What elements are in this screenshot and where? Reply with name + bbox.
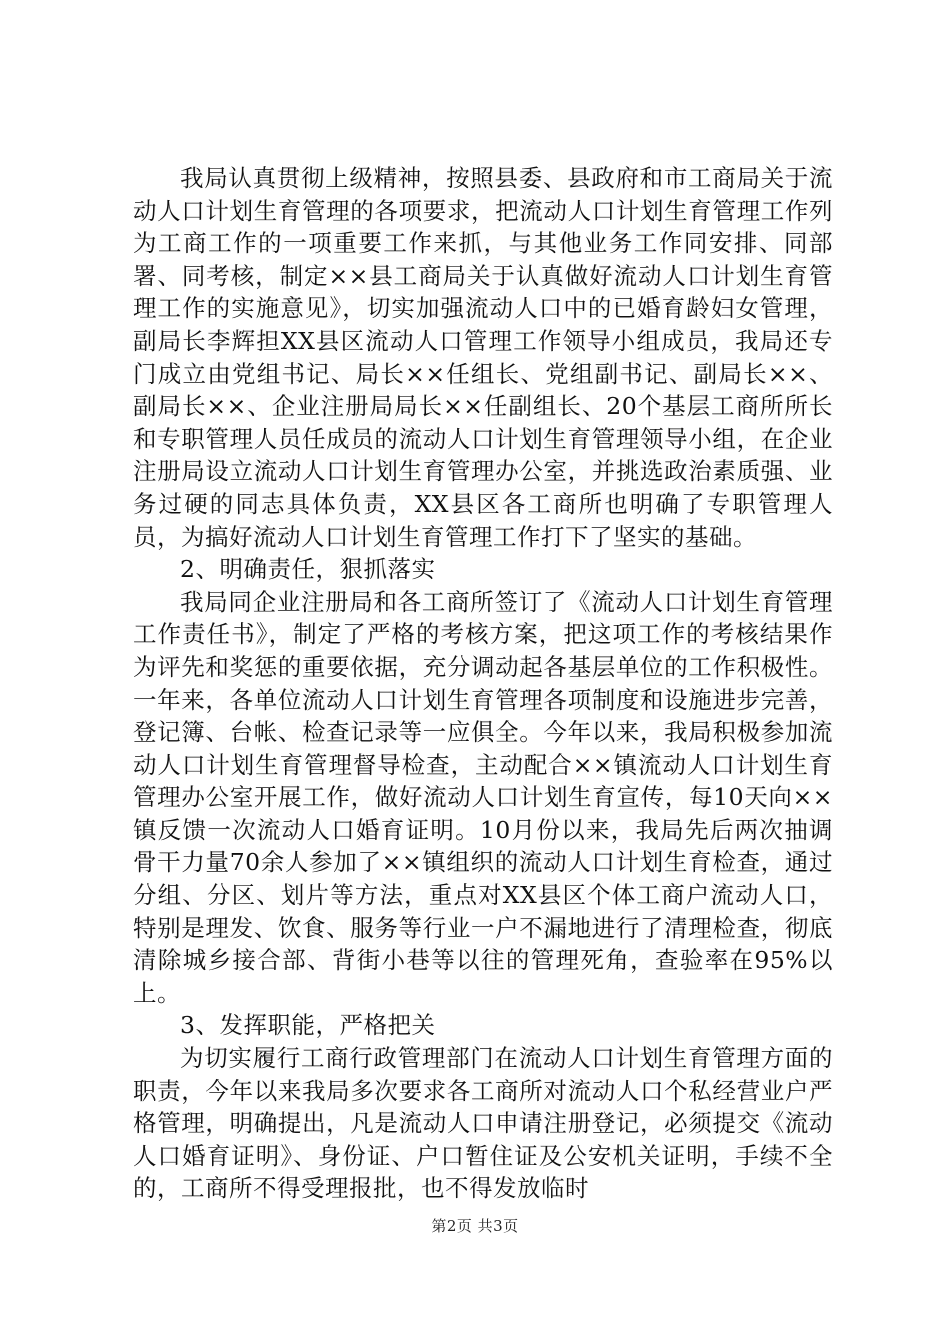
paragraph-responsibility: 我局同企业注册局和各工商所签订了《流动人口计划生育管理工作责任书》，制定了严格的考核方案，把这项工作的考核结果作为评先和奖惩的重要依据，充分调动起各基层单位的工作积极性。一年来，各单位流动人口计划生育管理各项制度和设施进步完善，登记簿、台帐、检查记录等一应俱全。今年以来，我局积极参加流动人口计划生育管理督导检查，主动配合××镇流动人口计划生育管理办公室开展工作，做好流动人口计划生育宣传，每10天向××镇反馈一次流动人口婚育证明。10月份以来，我局先后两次抽调骨干力量70余人参加了××镇组织的流动人口计划生育检查，通过分组、分区、划片等方法，重点对XX县区个体工商户流动人口，特别是理发、饮食、服务等行业一户不漏地进行了清理检查，彻底清除城乡接合部、背街小巷等以往的管理死角，查验率在95%以上。 — [133, 587, 833, 1007]
paragraph-leadership: 我局认真贯彻上级精神，按照县委、县政府和市工商局关于流动人口计划生育管理的各项要求，把流动人口计划生育管理工作列为工商工作的一项重要工作来抓，与其他业务工作同安排、同部署、同考核，制定××县工商局关于认真做好流动人口计划生育管理工作的实施意见》，切实加强流动人口中的已婚育龄妇女管理，副局长李辉担XX县区流动人口管理工作领导小组成员，我局还专门成立由党组书记、局长××任组长、党组副书记、副局长××、副局长××、企业注册局局长××任副组长、20个基层工商所所长和专职管理人员任成员的流动人口计划生育管理领导小组，在企业注册局设立流动人口计划生育管理办公室，并挑选政治素质强、业务过硬的同志具体负责，XX县区各工商所也明确了专职管理人员，为搞好流动人口计划生育管理工作打下了坚实的基础。 — [133, 164, 833, 551]
page-number-footer: 第2页 共3页 — [431, 1217, 519, 1235]
section-heading-functions: 3、发挥职能，严格把关 — [180, 1011, 436, 1040]
paragraph-functions: 为切实履行工商行政管理部门在流动人口计划生育管理方面的职责，今年以来我局多次要求各工商所对流动人口个私经营业户严格管理，明确提出，凡是流动人口申请注册登记，必须提交《流动人口婚育证明》、身份证、户口暂住证及公安机关证明，手续不全的，工商所不得受理报批，也不得发放临时 — [133, 1044, 833, 1203]
document-body — [133, 162, 833, 1205]
section-heading-responsibility: 2、明确责任，狠抓落实 — [180, 555, 436, 584]
